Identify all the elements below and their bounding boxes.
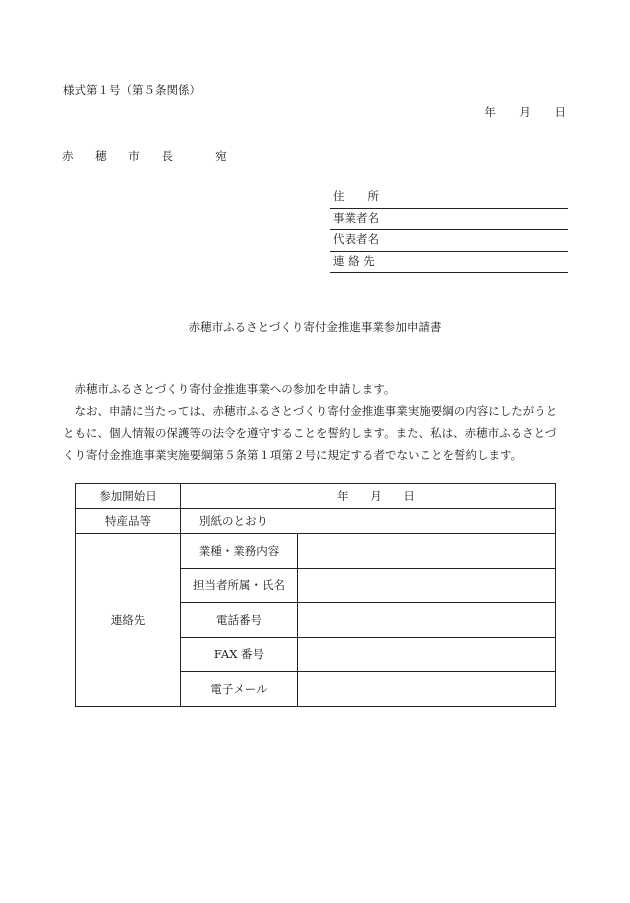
start-date-day: 日 [403,489,415,503]
product-label: 特産品等 [76,509,181,534]
statement-line: くり寄付金推進事業実施要綱第５条第１項第２号に規定する者でないことを誓約します。 [63,448,523,462]
contact-label: 連絡先 [76,534,181,707]
start-date-year: 年 [337,489,349,503]
fax-label: FAX 番号 [181,637,298,672]
start-date-label: 参加開始日 [76,484,181,509]
business-name-field[interactable]: 事業者名 [330,209,568,231]
date-day: 日 [554,105,566,119]
fax-value[interactable] [298,637,556,672]
applicant-block [330,187,568,273]
email-value[interactable] [298,672,556,707]
contact-field[interactable]: 連 絡 先 [330,252,568,274]
addressee: 赤 穂 市 長 宛 [62,149,236,163]
product-value[interactable]: 別紙のとおり [181,509,556,534]
statement-line: なお、申請に当たっては、赤穂市ふるさとづくり寄付金推進事業実施要綱の内容にしたがうと [63,404,558,418]
person-in-charge-label: 担当者所属・氏名 [181,568,298,603]
business-type-label: 業種・業務内容 [181,534,298,569]
date-year: 年 [484,105,496,119]
phone-value[interactable] [298,603,556,638]
document-title: 赤穂市ふるさとづくり寄付金推進事業参加申請書 [188,320,442,334]
application-info-table [75,483,556,707]
business-type-value[interactable] [298,534,556,569]
application-date [466,104,566,120]
person-in-charge-value[interactable] [298,568,556,603]
email-label: 電子メール [181,672,298,707]
start-date-value[interactable] [181,484,556,509]
form-number: 様式第１号（第５条関係） [63,83,201,97]
representative-name-field[interactable]: 代表者名 [330,230,568,252]
phone-label: 電話番号 [181,603,298,638]
date-month: 月 [519,105,531,119]
statement-line: 赤穂市ふるさとづくり寄付金推進事業への参加を申請します。 [63,382,396,396]
statement-line: ともに、個人情報の保護等の法令を遵守することを誓約します。また、私は、赤穂市ふるさとづ [63,426,557,440]
start-date-month: 月 [370,489,382,503]
application-statement [63,378,570,466]
address-field[interactable]: 住 所 [330,187,568,209]
